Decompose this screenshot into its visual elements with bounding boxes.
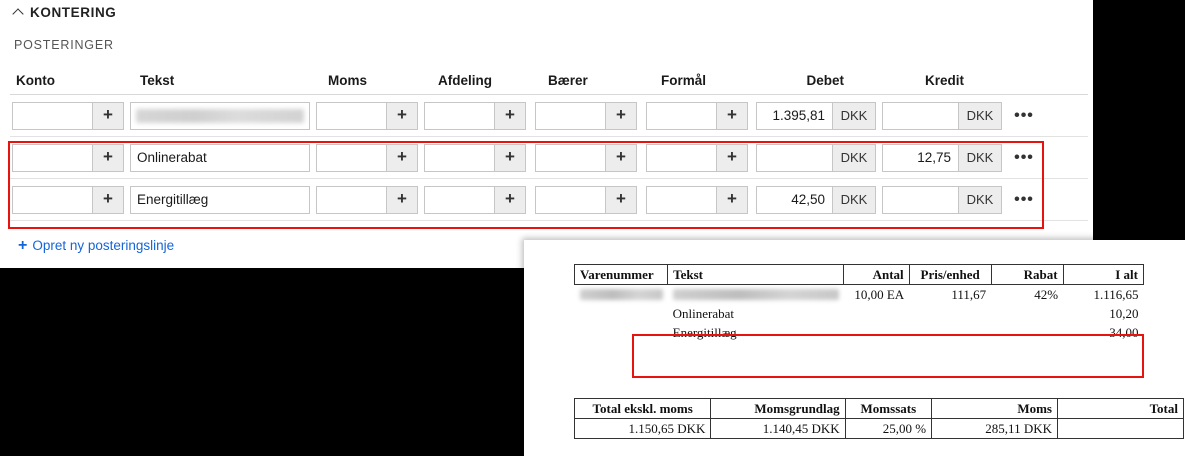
afdeling-lookup-plus-icon[interactable]: +	[494, 187, 525, 213]
moms-input[interactable]	[316, 144, 418, 172]
baerer-lookup-plus-icon[interactable]: +	[605, 145, 636, 171]
column-header-actions	[1004, 88, 1048, 94]
konto-lookup-plus-icon[interactable]: +	[92, 145, 123, 171]
moms-input[interactable]	[316, 186, 418, 214]
debet-currency[interactable]: DKK	[832, 187, 875, 213]
doc-column-pris: Pris/enhed	[909, 265, 991, 285]
afdeling-lookup-plus-icon[interactable]: +	[494, 145, 525, 171]
doc-column-varenummer: Varenummer	[575, 265, 668, 285]
debet-input[interactable]	[756, 144, 876, 172]
debet-input[interactable]	[756, 186, 876, 214]
doc-total-value	[1057, 419, 1183, 439]
doc-momsgrundlag-value: 1.140,45 DKK	[711, 419, 845, 439]
konto-lookup-plus-icon[interactable]: +	[92, 187, 123, 213]
doc-column-total: Total	[1057, 399, 1183, 419]
table-row[interactable]	[10, 179, 1088, 221]
doc-ialt-cell: 1.116,65	[1093, 286, 1139, 302]
formaal-input[interactable]	[646, 144, 748, 172]
doc-column-rabat: Rabat	[991, 265, 1063, 285]
invoice-item-row	[575, 323, 1144, 342]
moms-lookup-plus-icon[interactable]: +	[386, 145, 417, 171]
doc-ialt-cell: 34,00	[1109, 324, 1139, 340]
doc-varenummer-cell	[575, 285, 668, 305]
column-header-afdeling: Afdeling	[438, 73, 492, 88]
invoice-document-preview	[524, 240, 1185, 456]
invoice-totals-header-row	[575, 399, 1184, 419]
doc-varenummer-cell	[575, 323, 668, 342]
debet-currency[interactable]: DKK	[832, 103, 875, 129]
konto-input[interactable]	[12, 186, 124, 214]
doc-tekst-blurred	[673, 289, 839, 300]
doc-column-momsgrundlag: Momsgrundlag	[711, 399, 845, 419]
add-posting-line-button[interactable]	[18, 238, 174, 253]
tekst-blurred-value	[136, 109, 304, 123]
doc-varenummer-cell	[575, 304, 668, 323]
baerer-lookup-plus-icon[interactable]: +	[605, 103, 636, 129]
kredit-input[interactable]	[882, 102, 1002, 130]
row-actions-menu-icon[interactable]: •••	[1014, 106, 1034, 124]
doc-antal-cell	[844, 304, 909, 323]
invoice-item-row	[575, 285, 1144, 305]
kredit-currency[interactable]: DKK	[958, 187, 1001, 213]
debet-value: 42,50	[791, 192, 825, 207]
tekst-input[interactable]	[130, 102, 310, 130]
debet-input[interactable]	[756, 102, 876, 130]
doc-column-ialt: I alt	[1063, 265, 1143, 285]
kredit-input[interactable]	[882, 186, 1002, 214]
invoice-items-table	[574, 264, 1144, 342]
afdeling-input[interactable]	[424, 102, 526, 130]
doc-column-momssats: Momssats	[845, 399, 931, 419]
doc-column-antal: Antal	[844, 265, 909, 285]
column-header-moms: Moms	[328, 73, 368, 88]
posteringer-grid	[10, 62, 1088, 221]
kredit-currency[interactable]: DKK	[958, 145, 1001, 171]
column-header-kredit: Kredit	[924, 73, 964, 88]
doc-pris-cell	[909, 323, 991, 342]
section-title: KONTERING	[30, 5, 117, 20]
tekst-value: Onlinerabat	[137, 150, 207, 165]
baerer-input[interactable]	[535, 102, 637, 130]
tekst-input[interactable]	[130, 144, 310, 172]
doc-tekst-cell: Energitillæg	[672, 324, 737, 340]
doc-rabat-cell: 42%	[1034, 286, 1059, 302]
invoice-items-header-row	[575, 265, 1144, 285]
doc-tekst-cell	[668, 285, 844, 305]
baerer-lookup-plus-icon[interactable]: +	[605, 187, 636, 213]
doc-total-ekskl-moms-value: 1.150,65 DKK	[575, 419, 711, 439]
kontering-section-header[interactable]	[14, 5, 116, 20]
column-header-konto: Konto	[16, 73, 55, 88]
doc-antal-cell: 10,00 EA	[854, 286, 905, 302]
afdeling-input[interactable]	[424, 144, 526, 172]
doc-pris-cell: 111,67	[951, 286, 987, 302]
plus-icon: +	[18, 237, 28, 254]
column-header-baerer: Bærer	[548, 73, 588, 88]
invoice-totals-value-row	[575, 419, 1184, 439]
grid-header-row	[10, 62, 1088, 95]
column-header-formaal: Formål	[661, 73, 707, 88]
column-header-tekst: Tekst	[140, 73, 175, 88]
baerer-input[interactable]	[535, 186, 637, 214]
doc-column-tekst: Tekst	[668, 265, 844, 285]
formaal-lookup-plus-icon[interactable]: +	[716, 187, 747, 213]
kredit-input[interactable]	[882, 144, 1002, 172]
posteringer-label: POSTERINGER	[14, 38, 114, 52]
doc-antal-cell	[844, 323, 909, 342]
konto-lookup-plus-icon[interactable]: +	[92, 103, 123, 129]
moms-lookup-plus-icon[interactable]: +	[386, 103, 417, 129]
formaal-input[interactable]	[646, 102, 748, 130]
moms-input[interactable]	[316, 102, 418, 130]
doc-varenummer-blurred	[580, 289, 663, 300]
table-row[interactable]	[10, 137, 1088, 179]
chevron-up-icon[interactable]	[14, 7, 24, 17]
doc-moms-value: 285,11 DKK	[932, 419, 1058, 439]
afdeling-lookup-plus-icon[interactable]: +	[494, 103, 525, 129]
row-actions-menu-icon[interactable]: •••	[1014, 190, 1034, 208]
doc-pris-cell	[909, 304, 991, 323]
moms-lookup-plus-icon[interactable]: +	[386, 187, 417, 213]
formaal-input[interactable]	[646, 186, 748, 214]
doc-rabat-cell	[991, 323, 1063, 342]
doc-ialt-cell: 10,20	[1109, 305, 1139, 321]
add-posting-line-label: Opret ny posteringslinje	[32, 238, 175, 253]
doc-column-total-ekskl-moms: Total ekskl. moms	[575, 399, 711, 419]
debet-value: 1.395,81	[772, 108, 825, 123]
formaal-lookup-plus-icon[interactable]: +	[716, 145, 747, 171]
column-header-debet: Debet	[806, 73, 844, 88]
kredit-value: 12,75	[917, 150, 951, 165]
doc-momssats-value: 25,00 %	[845, 419, 931, 439]
doc-tekst-cell: Onlinerabat	[672, 305, 734, 321]
formaal-lookup-plus-icon[interactable]: +	[716, 103, 747, 129]
konto-input[interactable]	[12, 144, 124, 172]
tekst-value: Energitillæg	[137, 192, 209, 207]
tekst-input[interactable]	[130, 186, 310, 214]
table-row[interactable]	[10, 95, 1088, 137]
invoice-totals-table	[574, 398, 1184, 439]
baerer-input[interactable]	[535, 144, 637, 172]
invoice-item-row	[575, 304, 1144, 323]
konto-input[interactable]	[12, 102, 124, 130]
afdeling-input[interactable]	[424, 186, 526, 214]
row-actions-menu-icon[interactable]: •••	[1014, 148, 1034, 166]
debet-currency[interactable]: DKK	[832, 145, 875, 171]
kredit-currency[interactable]: DKK	[958, 103, 1001, 129]
doc-column-moms: Moms	[932, 399, 1058, 419]
doc-rabat-cell	[991, 304, 1063, 323]
